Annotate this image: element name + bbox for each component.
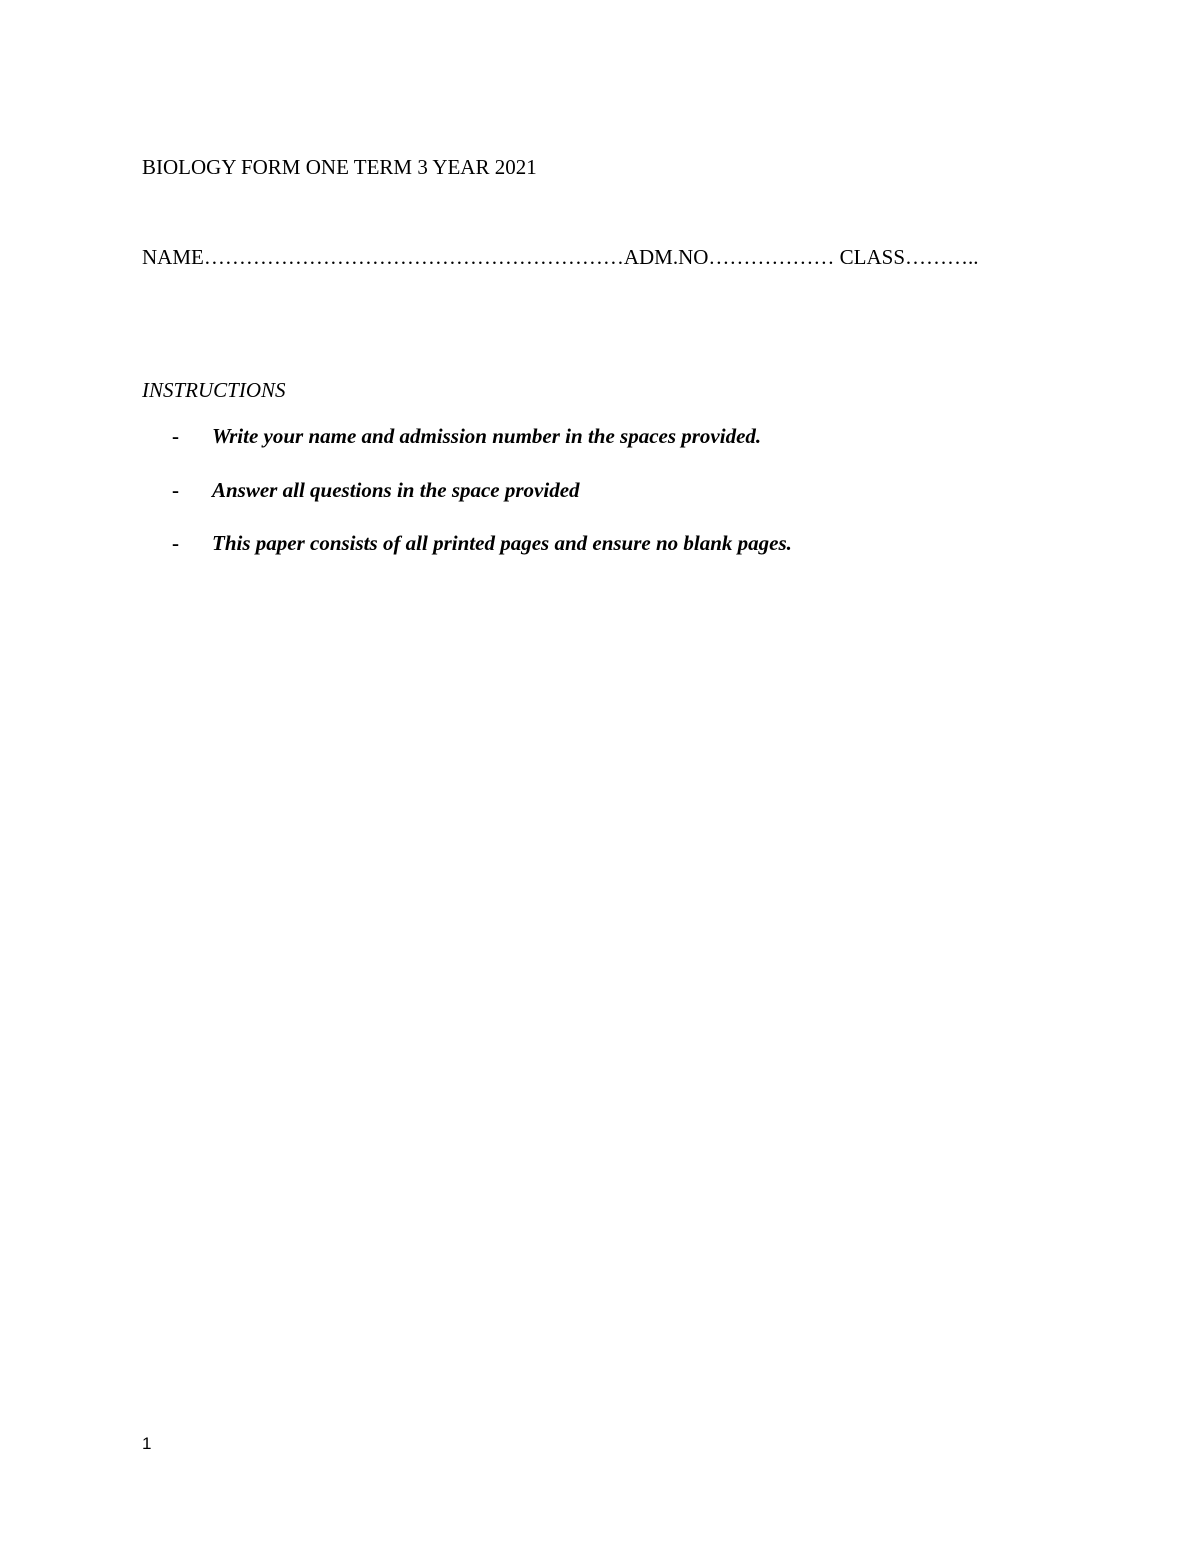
instructions-heading: INSTRUCTIONS [142, 378, 286, 402]
bullet-dash: - [172, 531, 179, 555]
instruction-item [172, 477, 580, 503]
student-details-line: NAME……………………………………………………ADM.NO……………… CLASS……….. [142, 245, 979, 269]
instruction-text: Answer all questions in the space provided [212, 478, 580, 502]
instruction-item [172, 423, 761, 449]
instruction-text: Write your name and admission number in the spaces provided. [212, 424, 762, 448]
exam-title: BIOLOGY FORM ONE TERM 3 YEAR 2021 [142, 155, 537, 179]
bullet-dash: - [172, 478, 179, 502]
instruction-item [172, 530, 792, 556]
bullet-dash: - [172, 424, 179, 448]
page-number: 1 [142, 1434, 152, 1453]
instruction-text: This paper consists of all printed pages and ensure no blank pages. [212, 531, 792, 555]
